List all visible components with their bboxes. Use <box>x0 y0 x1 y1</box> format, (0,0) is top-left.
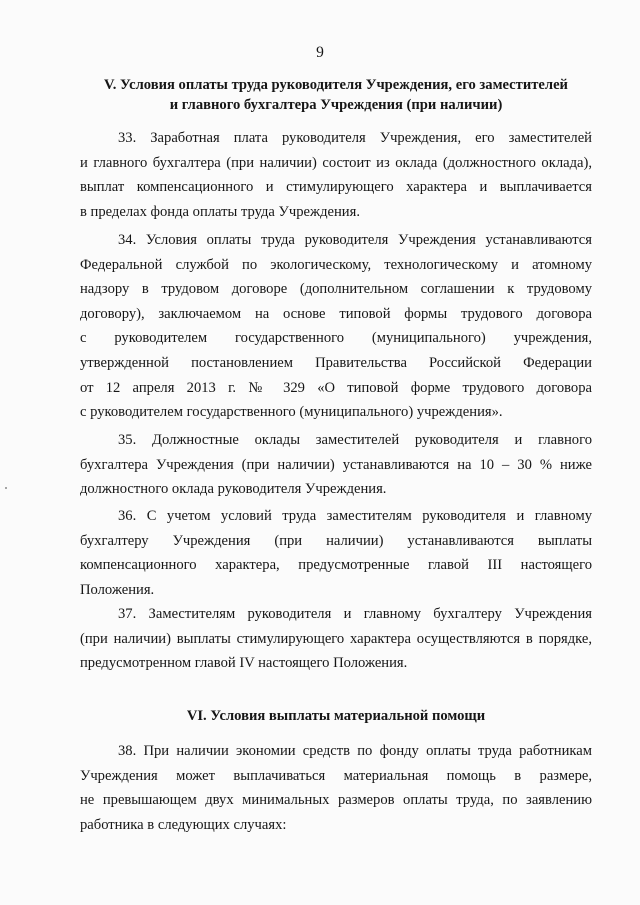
paragraph-line: бухгалтера Учреждения (при наличии) устанавливаются на 10 – 30 % ниже <box>80 456 592 473</box>
paragraph-line: Федеральной службой по экологическому, технологическому и атомному <box>80 256 592 273</box>
paragraph-36 <box>80 504 592 602</box>
paragraph-line: и главного бухгалтера (при наличии) состоит из оклада (должностного оклада), <box>80 154 592 171</box>
paragraph-line: бухгалтеру Учреждения (при наличии) устанавливаются выплаты <box>80 532 592 549</box>
paragraph-line: с руководителем государственного (муниципального) учреждения, <box>80 330 592 347</box>
paragraph-line: с руководителем государственного (муниципального) учреждения». <box>80 404 503 421</box>
paragraph-line: 38. При наличии экономии средств по фонду оплаты труда работникам <box>118 743 592 759</box>
paragraph-line: должностного оклада руководителя Учреждения. <box>80 481 387 498</box>
paragraph-line: от 12 апреля 2013 г. № 329 «О типовой форме трудового договора <box>80 379 592 396</box>
paragraph-line: надзору в трудовом договоре (дополнительном соглашении к трудовому <box>80 281 592 298</box>
heading-line: V. Условия оплаты труда руководителя Учреждения, его заместителей <box>104 77 568 93</box>
paragraph-line: 34. Условия оплаты труда руководителя Учреждения устанавливаются <box>118 232 592 248</box>
paragraph-line: утвержденной постановлением Правительства Российской Федерации <box>80 354 592 371</box>
paragraph-line: компенсационного характера, предусмотренные главой III настоящего <box>80 557 592 574</box>
paragraph-line: договору), заключаемом на основе типовой формы трудового договора <box>80 305 592 322</box>
paragraph-line: 36. С учетом условий труда заместителям руководителя и главному <box>118 508 592 524</box>
heading-line: и главного бухгалтера Учреждения (при наличии) <box>169 97 503 113</box>
paragraph-line: предусмотренном главой IV настоящего Положения. <box>80 655 408 672</box>
paragraph-33 <box>80 126 592 224</box>
paragraph-line: Положения. <box>80 581 155 598</box>
paragraph-line: не превышающем двух минимальных размеров оплаты труда, по заявлению <box>80 792 592 809</box>
heading-line: VI. Условия выплаты материальной помощи <box>186 708 486 724</box>
paragraph-line: 37. Заместителям руководителя и главному бухгалтеру Учреждения <box>118 606 592 622</box>
paragraph-line: выплат компенсационного и стимулирующего характера и выплачивается <box>80 179 592 196</box>
section-5-heading <box>60 75 612 115</box>
paragraph-34 <box>80 228 592 425</box>
paragraph-35 <box>80 428 592 502</box>
paragraph-line: работника в следующих случаях: <box>80 816 287 833</box>
section-6-heading <box>60 706 612 726</box>
paragraph-line: Учреждения может выплачиваться материальная помощь в размере, <box>80 767 592 784</box>
paragraph-line: в пределах фонда оплаты труда Учреждения. <box>80 203 360 220</box>
page-number: 9 <box>316 44 324 61</box>
paragraph-37 <box>80 602 592 676</box>
paragraph-line: 35. Должностные оклады заместителей руководителя и главного <box>118 432 592 448</box>
scan-speck <box>5 487 7 489</box>
paragraph-line: 33. Заработная плата руководителя Учреждения, его заместителей <box>118 130 592 146</box>
paragraph-38 <box>80 739 592 837</box>
paragraph-line: (при наличии) выплаты стимулирующего характера осуществляются в порядке, <box>80 630 592 647</box>
